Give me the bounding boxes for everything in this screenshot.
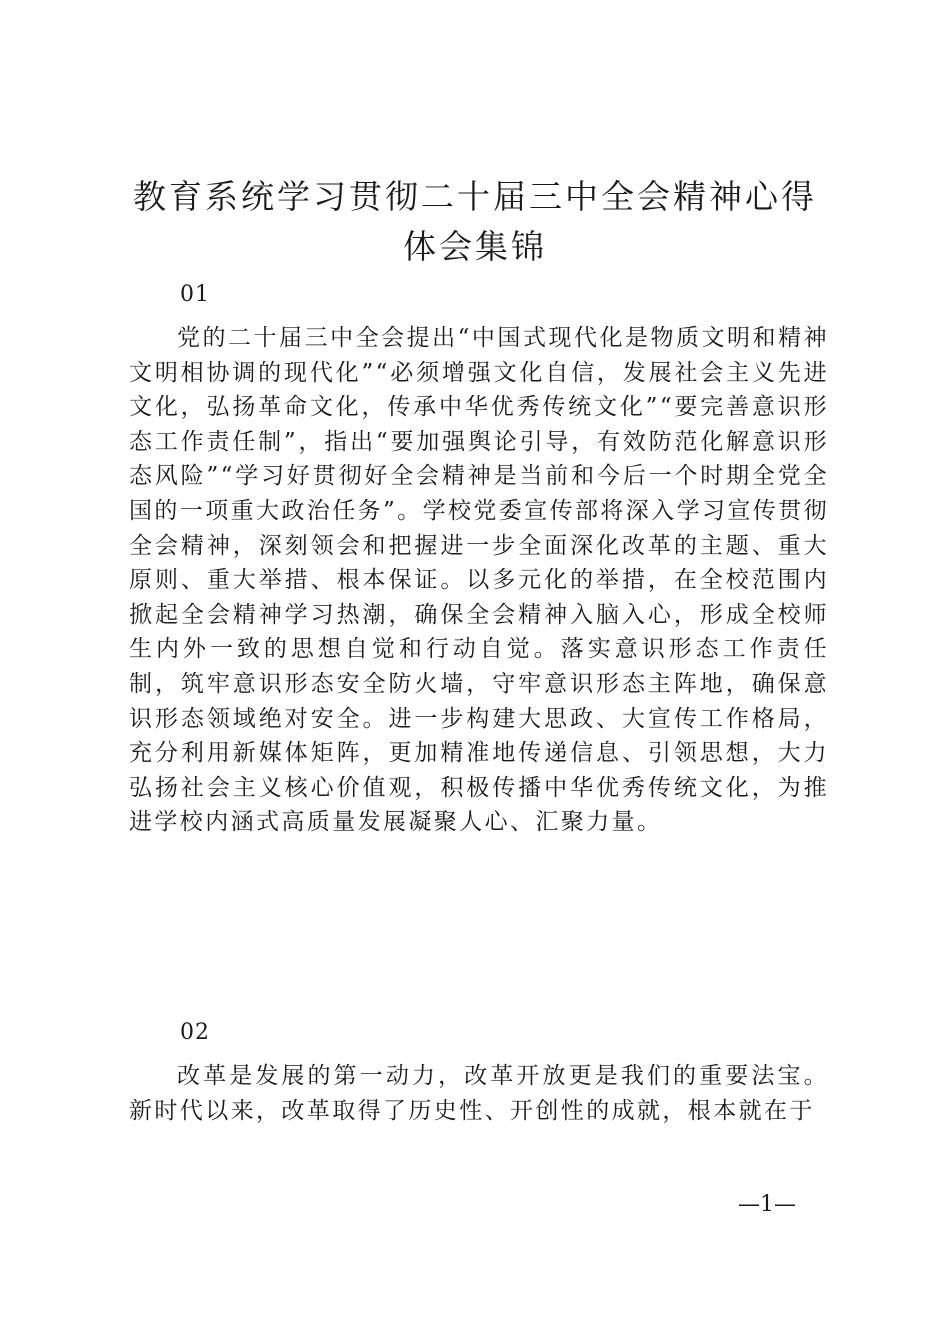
page-number: —1—: [738, 1192, 796, 1217]
document-title: 教育系统学习贯彻二十届三中全会精神心得体会集锦: [133, 177, 817, 266]
section-number-02: 02: [180, 1020, 210, 1045]
section-number-01: 01: [180, 282, 210, 307]
section-paragraph-01: 党的二十届三中全会提出“中国式现代化是物质文明和精神文明相协调的现代化”“必须增强文化自信，发展社会主义先进文化，弘扬革命文化，传承中华优秀传统文化”“要完善意识形态工作责任制”，指出“要加强舆论引导，有效防范化解意识形态风险”“学习好贯彻好全会精神是当前和今后一个时期全党全国的一项重大政治任务”。学校党委宣传部将深入学习宣传贯彻全会精神，深刻领会和把握进一步全面深化改革的主题、重大原则、重大举措、根本保证。以多元化的举措，在全校范围内掀起全会精神学习热潮，确保全会精神入脑入心，形成全校师生内外一致的思想自觉和行动自觉。落实意识形态工作责任制，筑牢意识形态安全防火墙，守牢意识形态主阵地，确保意识形态领域绝对安全。进一步构建大思政、大宣传工作格局，充分利用新媒体矩阵，更加精准地传递信息、引领思想，大力弘扬社会主义核心价值观，积极传播中华优秀传统文化，为推进学校内涵式高质量发展凝聚人心、汇聚力量。: [129, 325, 829, 836]
section-paragraph-02: 改革是发展的第一动力，改革开放更是我们的重要法宝。新时代以来，改革取得了历史性、开创性的成就，根本就在于: [129, 1063, 829, 1124]
